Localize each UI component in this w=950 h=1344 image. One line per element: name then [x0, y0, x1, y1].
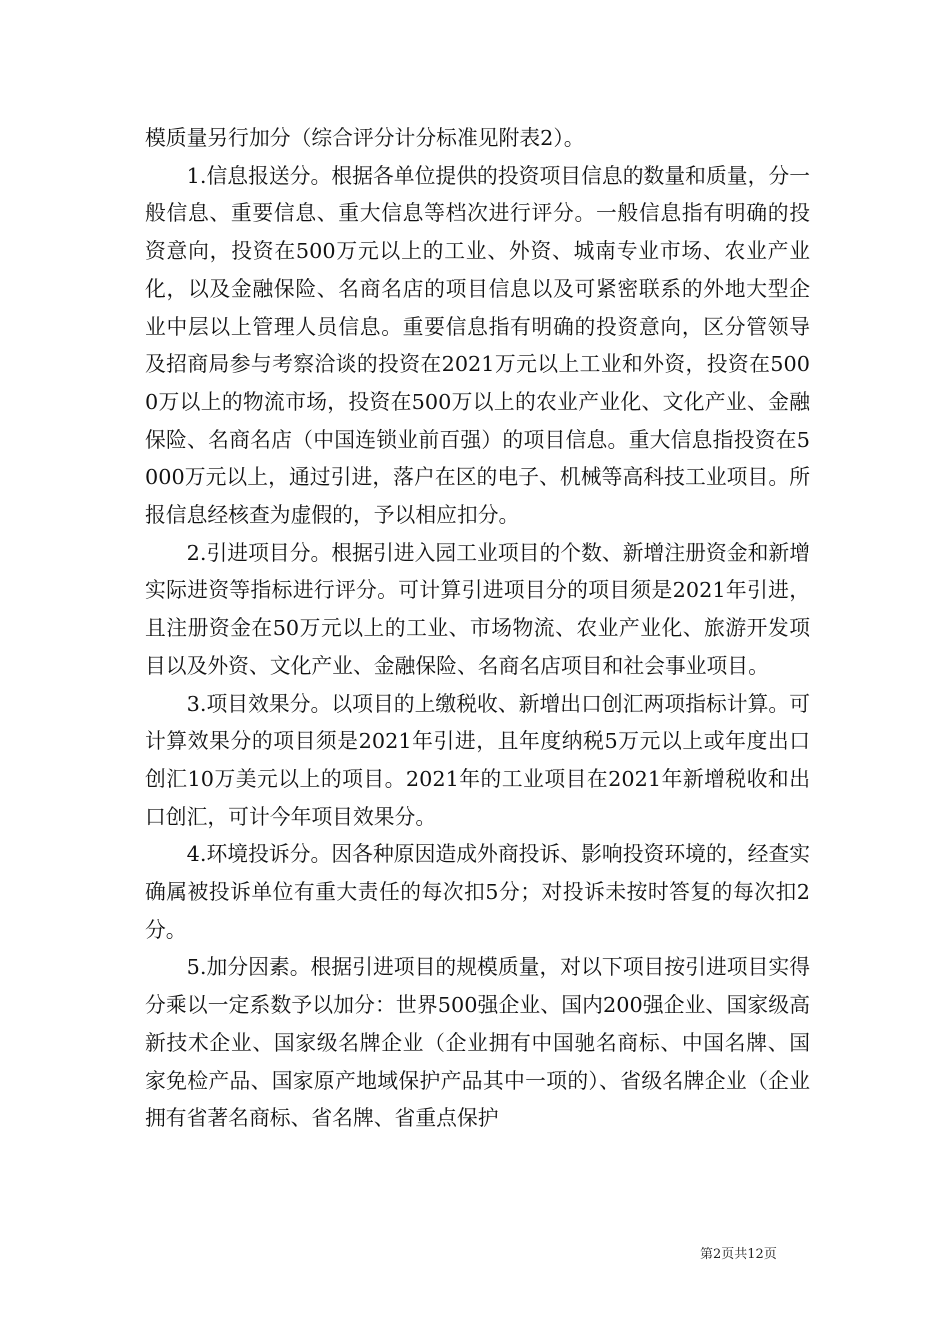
paragraph-bonus-factors: 5.加分因素。根据引进项目的规模质量，对以下项目按引进项目实得分乘以一定系数予以加分：世界500强企业、国内200强企业、国家级高新技术企业、国家级名牌企业（企业拥有中国驰名商标、中国名牌、国家免检产品、国家原产地域保护产品其中一项的）、省级名牌企业（企业拥有省著名商标、省名牌、省重点保护	[145, 955, 810, 1131]
paragraph-project-effect: 3.项目效果分。以项目的上缴税收、新增出口创汇两项指标计算。可计算效果分的项目须是2021年引进，且年度纳税5万元以上或年度出口创汇10万美元以上的项目。2021年的工业项目在2021年新增税收和出口创汇，可计今年项目效果分。	[145, 691, 810, 829]
paragraph-environment-complaint: 4.环境投诉分。因各种原因造成外商投诉、影响投资环境的，经查实确属被投诉单位有重大责任的每次扣5分；对投诉未按时答复的每次扣2分。	[145, 842, 810, 942]
document-body	[145, 120, 810, 1138]
paragraph-project-introduction: 2.引进项目分。根据引进入园工业项目的个数、新增注册资金和新增实际进资等指标进行评分。可计算引进项目分的项目须是2021年引进，且注册资金在50万元以上的工业、市场物流、农业产业化、旅游开发项目以及外资、文化产业、金融保险、名商名店项目和社会事业项目。	[145, 540, 810, 678]
paragraph-continuation: 模质量另行加分（综合评分计分标准见附表2）。	[145, 126, 585, 150]
page-number: 第2页共12页	[700, 1247, 777, 1262]
paragraph-info-reporting: 1.信息报送分。根据各单位提供的投资项目信息的数量和质量，分一般信息、重要信息、重大信息等档次进行评分。一般信息指有明确的投资意向，投资在500万元以上的工业、外资、城南专业市场、农业产业化，以及金融保险、名商名店的项目信息以及可紧密联系的外地大型企业中层以上管理人员信息。重要信息指有明确的投资意向，区分管领导及招商局参与考察洽谈的投资在2021万元以上工业和外资，投资在5000万以上的物流市场，投资在500万以上的农业产业化、文化产业、金融保险、名商名店（中国连锁业前百强）的项目信息。重大信息指投资在5000万元以上，通过引进，落户在区的电子、机械等高科技工业项目。所报信息经核查为虚假的，予以相应扣分。	[145, 163, 810, 528]
